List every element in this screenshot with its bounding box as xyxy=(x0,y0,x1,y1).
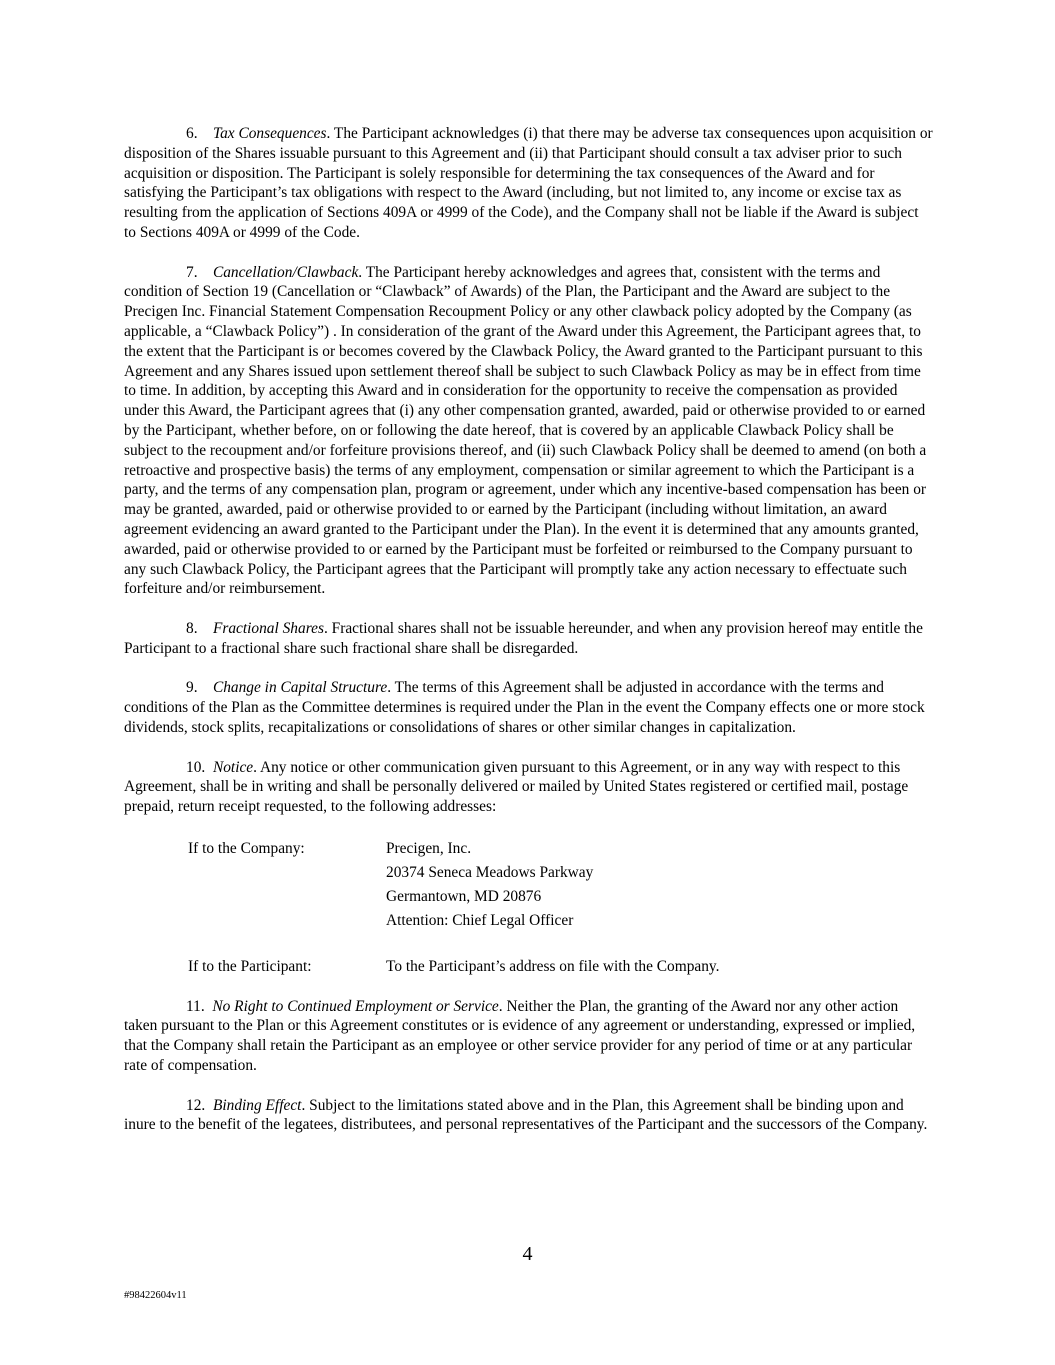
section-heading: Tax Consequences xyxy=(212,125,327,142)
section-body: . Fractional shares shall not be issuable hereunder, and when any provision hereof may entitle the Participant to a fractional share such fractional share shall be disregarded. xyxy=(124,619,923,657)
section-number: 12. xyxy=(186,1096,206,1114)
participant-address-text: To the Participant’s address on file with the Company. xyxy=(386,957,720,975)
participant-address xyxy=(124,955,934,979)
document-id: #98422604v11 xyxy=(124,1290,187,1301)
section-9 xyxy=(124,678,934,737)
participant-label: If to the Participant: xyxy=(188,957,312,975)
notice-address-block xyxy=(124,837,934,979)
section-number: 9. xyxy=(186,679,198,697)
section-number: 7. xyxy=(186,263,198,281)
section-heading: Fractional Shares xyxy=(212,619,324,637)
section-body: . Neither the Plan, the granting of the Award nor any other action taken pursuant to the Plan or this Agreement constitutes or is evidence of any agreement or understanding, expressed or implied, that the Company shall retain the Participant as an employee or other service provider for any period of time or at any particular rate of compensation. xyxy=(124,997,916,1075)
address-line: 20374 Seneca Meadows Parkway xyxy=(386,863,594,881)
section-heading: Cancellation/Clawback xyxy=(212,263,359,281)
section-heading: No Right to Continued Employment or Service xyxy=(212,997,499,1015)
document-body xyxy=(124,124,934,1155)
section-body: . Subject to the limitations stated above and in the Plan, this Agreement shall be binding upon and inure to the benefit of the legatees, distributees, and personal representatives of the Participant and the successors of the Company. xyxy=(124,1096,928,1134)
section-number: 10. xyxy=(186,758,206,776)
address-line: Precigen, Inc. xyxy=(386,839,472,857)
section-heading: Binding Effect xyxy=(212,1096,302,1114)
section-body: . Any notice or other communication given pursuant to this Agreement, or in any way with respect to this Agreement, shall be in writing and shall be personally delivered or mailed by United States registered or certified mail, postage prepaid, return receipt requested, to the following addresses: xyxy=(124,758,909,816)
company-address xyxy=(124,837,934,933)
address-line: Germantown, MD 20876 xyxy=(386,887,542,905)
section-8 xyxy=(124,619,934,659)
section-body: . The terms of this Agreement shall be adjusted in accordance with the terms and conditions of the Plan as the Committee determines is required under the Plan in the event the Company effects one or more stock dividends, stock splits, recapitalizations or consolidations of shares or other similar changes in capitalization. xyxy=(124,679,925,736)
section-heading: Notice xyxy=(212,758,254,776)
section-number: 8. xyxy=(186,619,198,637)
section-number: 11. xyxy=(186,997,205,1015)
section-6 xyxy=(124,124,934,243)
address-line: Attention: Chief Legal Officer xyxy=(386,911,574,929)
section-11 xyxy=(124,997,934,1076)
section-12 xyxy=(124,1096,934,1136)
page-number: 4 xyxy=(522,1243,533,1265)
section-body: . The Participant acknowledges (i) that there may be adverse tax consequences upon acquisition or disposition of the Shares issuable pursuant to this Agreement and (ii) that Participant should consult a tax adviser prior to such acquisition or disposition. The Participant is solely responsible for determining the tax consequences of the Award and for satisfying the Participant’s tax obligations with respect to the Award (including, but not limited to, any income or excise tax as resulting from the application of Sections 409A or 4999 of the Code), and the Company shall not be liable if the Award is subject to Sections 409A or 4999 of the Code. xyxy=(124,125,933,241)
section-body: . The Participant hereby acknowledges and agrees that, consistent with the terms and condition of Section 19 (Cancellation or “Clawback” of Awards) of the Plan, the Participant and the Award are subject to the Precigen Inc. Financial Statement Compensation Recoupment Policy or any other clawback policy adopted by the Company (as applicable, a “Clawback Policy”) . In consideration of the grant of the Award under this Agreement, the Participant agrees that, to the extent that the Participant is or becomes covered by the Clawback Policy, the Award granted to the Participant pursuant to this Agreement and any Shares issued upon settlement thereof shall be subject to such Clawback Policy as may be in effect from time to time. In addition, by accepting this Award and in consideration for the opportunity to receive the compensation as provided under this Award, the Participant agrees that (i) any other compensation granted, awarded, paid or otherwise provided to or earned by the Participant, whether before, on or following the date hereof, that is covered by an applicable Clawback Policy shall be subject to the recoupment and/or forfeiture provisions thereof, and (ii) such Clawback Policy shall be deemed to amend (on both a retroactive and prospective basis) the terms of any employment, compensation or similar agreement to which the Participant is a party, and the terms of any compensation plan, program or agreement, under which any incentive-based compensation has been or may be granted, awarded, paid or otherwise provided to or earned by the Participant (including without limitation, an award agreement evidencing an award granted to the Participant under the Plan). In the event it is determined that any amounts granted, awarded, paid or otherwise provided to or earned by the Participant must be forfeited or reimbursed to the Company pursuant to any such Clawback Policy, the Participant agrees that the Participant will promptly take any action necessary to effectuate such forfeiture and/or reimbursement. xyxy=(124,263,927,598)
section-7 xyxy=(124,263,934,600)
section-heading: Change in Capital Structure xyxy=(212,679,388,697)
company-address-lines xyxy=(386,837,934,933)
section-number: 6. xyxy=(186,125,198,142)
section-10 xyxy=(124,758,934,817)
company-label: If to the Company: xyxy=(188,839,305,857)
